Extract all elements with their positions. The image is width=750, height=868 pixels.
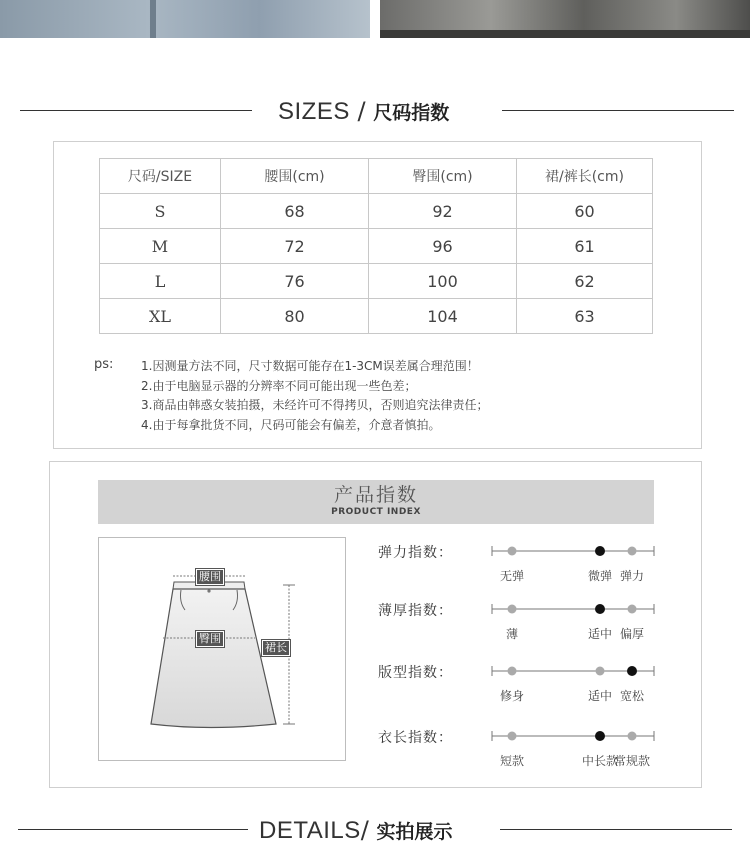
header-hip: 臀围(cm) xyxy=(369,159,517,194)
index-scale-track xyxy=(470,602,660,616)
product-photo-right xyxy=(380,0,750,38)
size-cell: S xyxy=(100,194,221,229)
sizes-title-en: SIZES xyxy=(278,98,350,125)
details-title-separator: / xyxy=(360,816,369,844)
notes-label: ps: xyxy=(94,357,114,372)
waist-cell: 68 xyxy=(221,194,369,229)
index-scale-option: 常规款 xyxy=(613,754,650,768)
table-row xyxy=(100,264,653,299)
scale-marker xyxy=(628,732,637,741)
size-table xyxy=(99,158,653,334)
sizes-title-separator: / xyxy=(357,97,366,125)
length-cell: 63 xyxy=(517,299,653,334)
notes-list xyxy=(141,357,488,435)
index-scale-option: 微弹 xyxy=(587,569,612,583)
index-scale-track xyxy=(470,729,660,743)
hip-cell: 96 xyxy=(369,229,517,264)
index-scale-row xyxy=(378,727,678,773)
heading-rule-left xyxy=(20,110,252,111)
scale-marker xyxy=(508,605,517,614)
waist-tag: 腰围 xyxy=(196,569,224,585)
index-scale-option: 修身 xyxy=(499,689,524,703)
size-cell: L xyxy=(100,264,221,299)
details-title-cn: 实拍展示 xyxy=(376,821,453,843)
index-scale-option: 无弹 xyxy=(499,569,524,583)
waist-cell: 72 xyxy=(221,229,369,264)
heading-rule-right xyxy=(502,110,734,111)
length-tag: 裙长 xyxy=(262,640,290,656)
index-scale-label: 薄厚指数： xyxy=(378,603,453,619)
header-size: 尺码/SIZE xyxy=(100,159,221,194)
note-item: 1.因测量方法不同，尺寸数据可能存在1-3CM误差属合理范围！ xyxy=(141,359,479,373)
index-scale-row xyxy=(378,662,678,708)
product-index-title-cn: 产品指数 xyxy=(333,484,418,506)
scale-marker-selected xyxy=(595,731,605,741)
index-scale-option: 短款 xyxy=(499,754,524,768)
index-scale-track xyxy=(470,664,660,678)
scale-marker-selected xyxy=(595,604,605,614)
length-cell: 62 xyxy=(517,264,653,299)
size-table-header xyxy=(100,159,653,194)
index-scale-label: 版型指数： xyxy=(378,665,453,681)
heading-rule-right xyxy=(500,829,732,830)
note-item: 2.由于电脑显示器的分辨率不同可能出现一些色差； xyxy=(141,378,417,393)
index-scale-option: 适中 xyxy=(587,627,612,641)
scale-marker xyxy=(628,605,637,614)
hip-cell: 100 xyxy=(369,264,517,299)
scale-marker-selected xyxy=(627,666,637,676)
table-row xyxy=(100,229,653,264)
hip-cell: 92 xyxy=(369,194,517,229)
index-scale-option: 宽松 xyxy=(619,689,644,703)
length-cell: 60 xyxy=(517,194,653,229)
sizes-title-cn: 尺码指数 xyxy=(373,102,450,124)
product-index-panel xyxy=(49,461,702,788)
size-cell: XL xyxy=(100,299,221,334)
index-scale-option: 适中 xyxy=(587,689,612,703)
table-row xyxy=(100,299,653,334)
product-photo-left xyxy=(0,0,370,38)
hip-tag: 臀围 xyxy=(196,631,224,647)
note-item: 3.商品由韩惑女装拍摄，未经许可不得拷贝，否则追究法律责任； xyxy=(141,398,489,412)
header-length: 裙/裤长(cm) xyxy=(517,159,653,194)
index-scale-label: 弹力指数： xyxy=(378,545,453,561)
scale-marker xyxy=(628,547,637,556)
index-scale-label: 衣长指数： xyxy=(378,730,453,746)
product-index-title-en: PRODUCT INDEX xyxy=(331,507,421,517)
index-scale-option: 中长款 xyxy=(581,754,618,768)
size-cell: M xyxy=(100,229,221,264)
scale-marker xyxy=(508,732,517,741)
note-item: 4.由于每拿批货不同，尺码可能会有偏差，介意者慎拍。 xyxy=(141,417,441,432)
length-cell: 61 xyxy=(517,229,653,264)
scale-marker xyxy=(596,667,605,676)
waist-cell: 76 xyxy=(221,264,369,299)
index-scale-option: 偏厚 xyxy=(619,627,644,641)
index-scale-track xyxy=(470,544,660,558)
scale-marker-selected xyxy=(595,546,605,556)
button-dot xyxy=(207,589,210,592)
skirt-shape xyxy=(151,589,276,728)
table-row xyxy=(100,194,653,229)
waist-cell: 80 xyxy=(221,299,369,334)
details-title-en: DETAILS xyxy=(259,817,361,844)
index-scale-option: 薄 xyxy=(505,627,518,641)
scale-marker xyxy=(508,547,517,556)
index-scale-row xyxy=(378,600,678,646)
scale-marker xyxy=(508,667,517,676)
details-heading xyxy=(0,815,750,845)
index-scale-row xyxy=(378,542,678,588)
sizes-heading xyxy=(0,96,750,126)
index-scale-option: 弹力 xyxy=(619,569,644,583)
product-index-header xyxy=(98,480,654,524)
header-waist: 腰围(cm) xyxy=(221,159,369,194)
hip-cell: 104 xyxy=(369,299,517,334)
heading-rule-left xyxy=(18,829,248,830)
skirt-diagram xyxy=(98,537,346,761)
